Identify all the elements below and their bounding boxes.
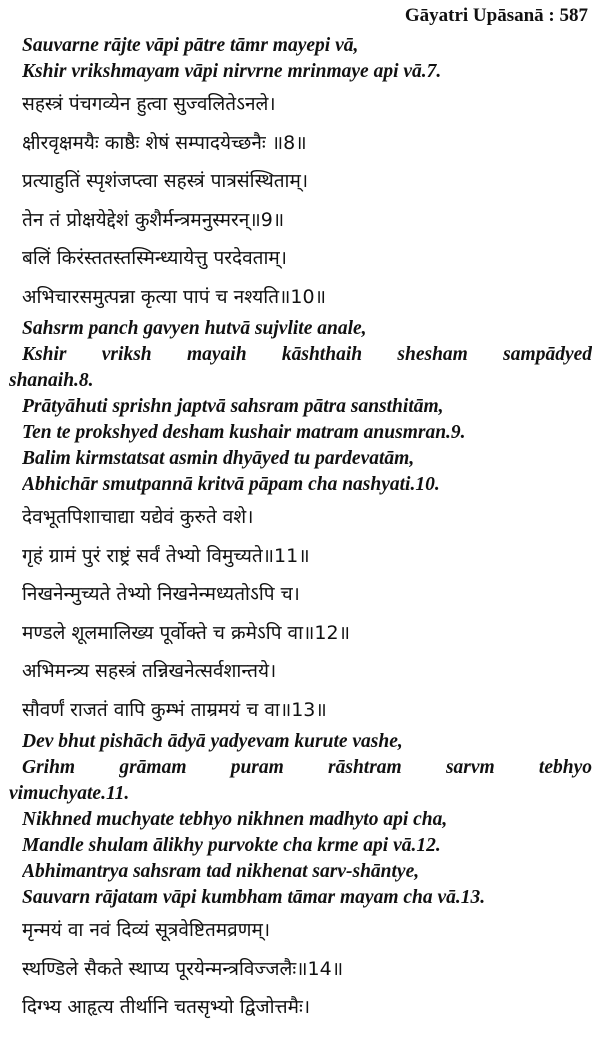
sanskrit-verse-line: तेन तं प्रोक्षयेद्देशं कुशैर्मन्त्रमनुस्मरन्॥9॥ <box>22 208 285 231</box>
transliteration-line: Mandle shulam ālikhy purvokte cha krme api vā.12. <box>22 835 441 856</box>
sanskrit-verse-line: देवभूतपिशाचाद्या यद्येवं कुरुते वशे। <box>22 506 254 528</box>
transliteration-line: Prātyāhuti sprishn japtvā sahsram pātra sansthitām, <box>22 396 444 417</box>
sanskrit-verse-line: सहस्त्रं पंचगव्येन हुत्वा सुज्वलितेऽनले। <box>22 93 276 115</box>
running-header: Gāyatri Upāsanā : 587 <box>404 5 588 26</box>
sanskrit-verse-line: मण्डले शूलमालिख्य पूर्वोक्ते च क्रमेऽपि वा॥12॥ <box>22 621 350 644</box>
sanskrit-verse-line: अभिमन्त्र्य सहस्त्रं तन्निखनेत्सर्वशान्तये। <box>22 660 277 682</box>
sanskrit-verse-line: निखनेन्मुच्यते तेभ्यो निखनेन्मध्यतोऽपि च। <box>22 583 300 605</box>
sanskrit-verse-line: प्रत्याहुतिं स्पृशंजप्त्वा सहस्त्रं पात्रसंस्थिताम्। <box>22 170 309 192</box>
verse-body <box>9 33 592 1027</box>
transliteration-line: Nikhned muchyate tebhyo nikhnen madhyto api cha, <box>22 809 448 830</box>
sanskrit-verse-line: क्षीरवृक्षमयैः काष्ठैः शेषं सम्पादयेच्छनैः ॥8॥ <box>22 131 307 154</box>
sanskrit-verse-line: बलिं किरंस्ततस्तस्मिन्ध्यायेत्तु परदेवताम्। <box>22 247 287 269</box>
transliteration-line: Grihm grāmam puram rāshtram sarvm tebhyo <box>22 757 592 778</box>
transliteration-line: Balim kirmstatsat asmin dhyāyed tu pardevatām, <box>22 448 415 469</box>
transliteration-line: Kshir vrikshmayam vāpi nirvrne mrinmaye api vā.7. <box>22 61 442 82</box>
transliteration-line: Abhichār smutpannā kritvā pāpam cha nashyati.10. <box>22 474 440 495</box>
transliteration-line: vimuchyate.11. <box>9 783 130 804</box>
transliteration-line: Sauvarne rājte vāpi pātre tāmr mayepi vā, <box>22 35 359 56</box>
transliteration-line: Dev bhut pishāch ādyā yadyevam kurute vashe, <box>22 731 403 752</box>
transliteration-line: Kshir vriksh mayaih kāshthaih shesham sampādyed <box>22 344 592 365</box>
transliteration-line: shanaih.8. <box>9 370 94 391</box>
transliteration-line: Ten te prokshyed desham kushair matram anusmran.9. <box>22 422 466 443</box>
sanskrit-verse-line: स्थण्डिले सैकते स्थाप्य पूरयेन्मन्त्रविज्जलैः॥14॥ <box>22 957 344 980</box>
transliteration-line: Abhimantrya sahsram tad nikhenat sarv-shāntye, <box>22 861 420 882</box>
transliteration-line: Sahsrm panch gavyen hutvā sujvlite anale, <box>22 318 367 339</box>
sanskrit-verse-line: दिग्भ्य आहृत्य तीर्थानि चतसृभ्यो द्विजोत्तमैः। <box>22 996 311 1018</box>
sanskrit-verse-line: मृन्मयं वा नवं दिव्यं सूत्रवेष्टितमव्रणम्। <box>22 919 271 941</box>
transliteration-line: Sauvarn rājatam vāpi kumbham tāmar mayam cha vā.13. <box>22 887 486 908</box>
sanskrit-verse-line: गृहं ग्रामं पुरं राष्ट्रं सर्वं तेभ्यो विमुच्यते॥11॥ <box>22 544 310 567</box>
sanskrit-verse-line: अभिचारसमुत्पन्ना कृत्या पापं च नश्यति॥10॥ <box>22 285 326 308</box>
sanskrit-verse-line: सौवर्णं राजतं वापि कुम्भं ताम्रमयं च वा॥13॥ <box>22 698 327 721</box>
